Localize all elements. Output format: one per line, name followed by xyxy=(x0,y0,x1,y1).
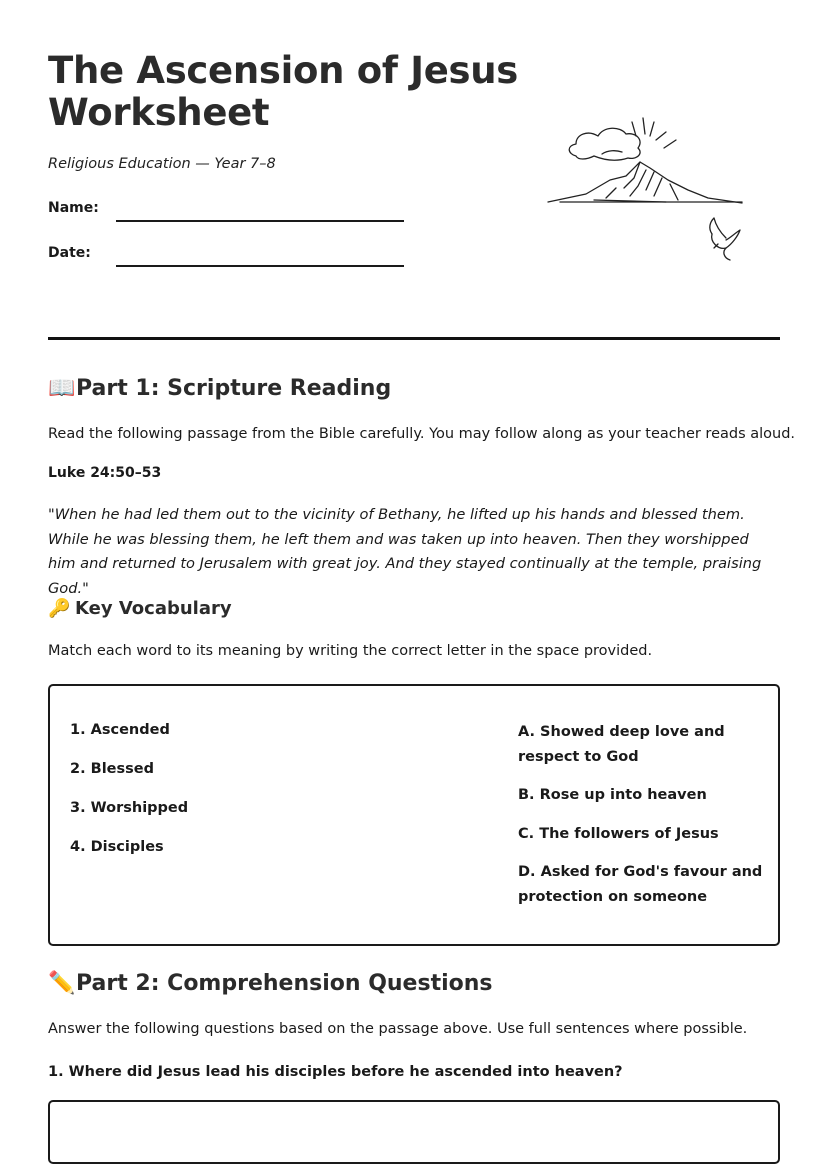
part1-heading-text: Part 1: Scripture Reading xyxy=(76,376,392,401)
title-line-2: Worksheet xyxy=(48,91,270,134)
part2-heading xyxy=(48,970,493,998)
scripture-passage: "When he had led them out to the vicinity of Bethany, he lifted up his hands and blessed them. While he was blessing them, he left them and was taken up into heaven. Then they worshipped him and returned to Jerusalem with great joy. And they stayed continually at the temple, praising God." xyxy=(48,506,762,597)
mountain-cloud-dove-illustration xyxy=(546,110,750,270)
vocab-instruction: Match each word to its meaning by writing the correct letter in the space provided. xyxy=(48,643,653,659)
vocab-definition: C. The followers of Jesus xyxy=(518,825,719,842)
date-field[interactable] xyxy=(48,245,408,269)
page-subtitle: Religious Education — Year 7–8 xyxy=(48,156,276,172)
name-field[interactable] xyxy=(48,200,408,224)
date-label: Date: xyxy=(48,245,91,261)
vocab-word: 4. Disciples xyxy=(70,839,164,855)
vocab-heading-text: Key Vocabulary xyxy=(75,598,232,619)
vocab-word: 2. Blessed xyxy=(70,761,154,777)
part2-heading-text: Part 2: Comprehension Questions xyxy=(76,971,493,996)
date-line[interactable] xyxy=(116,265,404,267)
vocab-definition: B. Rose up into heaven xyxy=(518,787,707,803)
vocab-definition: A. Showed deep love and respect to God xyxy=(518,724,725,765)
question-1: 1. Where did Jesus lead his disciples before he ascended into heaven? xyxy=(48,1064,623,1080)
pencil-icon: ✏️ xyxy=(48,971,76,996)
sun-rays-icon xyxy=(632,118,676,148)
vocab-heading xyxy=(48,597,232,621)
name-line[interactable] xyxy=(116,220,404,222)
part1-intro: Read the following passage from the Bible carefully. You may follow along as your teacher reads aloud. xyxy=(48,426,796,442)
vocab-words-list xyxy=(70,720,188,876)
vocab-definitions-list xyxy=(518,720,768,923)
dove-icon xyxy=(710,218,740,260)
section-divider xyxy=(48,337,780,340)
part2-intro: Answer the following questions based on the passage above. Use full sentences where possible. xyxy=(48,1021,748,1037)
title-line-1: The Ascension of Jesus xyxy=(48,49,518,92)
scripture-reference: Luke 24:50–53 xyxy=(48,465,162,481)
cloud-icon xyxy=(569,128,640,160)
part1-heading xyxy=(48,375,391,403)
vocab-definition: D. Asked for God's favour and protection on someone xyxy=(518,864,763,905)
key-icon: 🔑 xyxy=(48,598,71,619)
name-label: Name: xyxy=(48,200,99,216)
vocabulary-matching-box xyxy=(48,684,780,946)
vocab-word: 3. Worshipped xyxy=(70,800,189,816)
vocab-word: 1. Ascended xyxy=(70,722,170,738)
page-title xyxy=(48,50,518,134)
mountain-icon xyxy=(548,162,742,203)
answer-box-1[interactable] xyxy=(48,1100,780,1164)
book-icon: 📖 xyxy=(48,376,76,401)
